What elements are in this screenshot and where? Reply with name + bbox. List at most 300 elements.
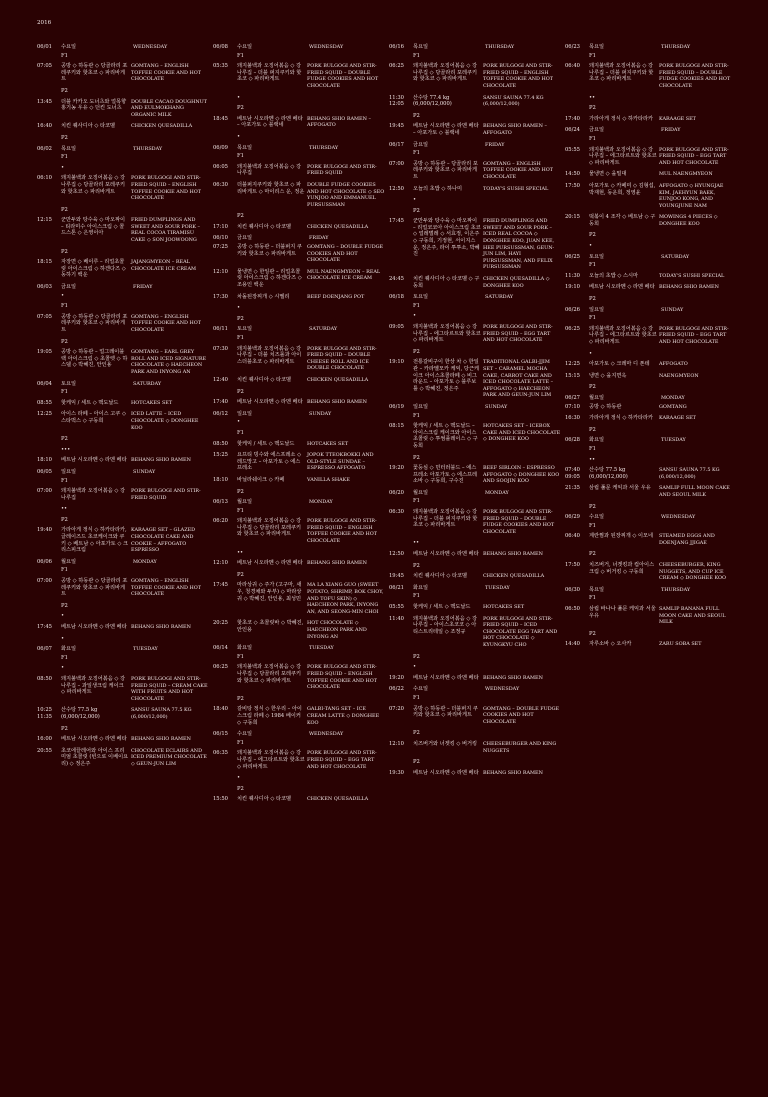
day-header	[389, 142, 561, 149]
entry-en: GOMTANG	[659, 403, 687, 410]
day-name-kr: 금요일	[589, 127, 605, 134]
entry-en: PORK BULGOGI AND STIR-FRIED SQUID	[307, 163, 377, 177]
section-marker: P2	[61, 338, 68, 345]
entry-time: 06:25	[213, 664, 228, 671]
section-marker: F1	[61, 477, 68, 484]
entry-kr: 치킨 퀘사디아 ◇ 타코벨	[61, 123, 116, 130]
log-entry	[213, 224, 385, 231]
day-date: 06/17	[389, 141, 404, 148]
log-entry	[213, 582, 385, 615]
entry-kr: 계란찜과 된장찌개 ◇ 이모네	[589, 533, 654, 540]
entry-time: 07:00	[37, 488, 52, 495]
log-entry	[565, 404, 737, 411]
entry-en: MUL NAENGMYEON	[659, 171, 713, 178]
section-marker: •	[61, 635, 65, 642]
entry-kr: 아이스 라떼 – 아이스 고쿠 ◇ 스타벅스 ◇ 구동희	[61, 411, 126, 424]
day-date: 06/04	[37, 380, 52, 387]
entry-time: 11:30 12:05	[389, 94, 404, 108]
section-marker: F1	[237, 653, 244, 660]
entry-kr: 치킨 퀘사디아 ◇ 타코벨	[237, 796, 292, 803]
entry-time: 07:05	[37, 313, 52, 320]
entry-kr: 핫초코 ◇ 초콜릿바 ◇ 박혜진, 안인용	[237, 620, 304, 633]
entry-kr: 치킨 퀘사디아 ◇ 타코벨	[413, 573, 468, 580]
entry-kr: 베트남 시오라멘 ◇ 라멘 베타	[413, 674, 479, 681]
entry-kr: 냉면 ◇ 을지면옥	[589, 372, 627, 379]
section-marker: •	[61, 613, 65, 620]
entry-time: 19:05	[37, 349, 52, 356]
log-entry	[213, 452, 385, 472]
day-name-kr: 수요일	[589, 514, 605, 521]
entry-time: 15:50	[213, 796, 228, 803]
log-entry	[565, 606, 737, 626]
log-entry	[565, 562, 737, 582]
entry-time: 20:25	[213, 620, 228, 627]
day-date: 06/01	[37, 44, 52, 50]
day-name-kr: 토요일	[589, 253, 605, 260]
entry-time: 11:30	[565, 272, 580, 279]
entry-time: 07:30	[213, 345, 228, 352]
section-marker: F1	[61, 389, 68, 396]
entry-en: BEHANG SHIO RAMEN	[131, 736, 191, 743]
day-date: 06/11	[213, 326, 228, 333]
entry-kr: 베트남 시오라멘 ◇ 라멘 베타	[237, 399, 303, 406]
entry-kr: 산수탕 77.5 kg (6,000/12,000)	[61, 707, 100, 720]
entry-time: 11:40	[389, 615, 404, 622]
day-name-en: WEDNESDAY	[485, 686, 520, 693]
entry-kr: 돼지불백과 오징어볶음 ◇ 강나루집 ◇ 당골라리 포레쿠키와 핫초코 ◇ 파리바게트	[237, 664, 302, 684]
entry-time: 06:40	[565, 533, 580, 540]
day-name-kr: 토요일	[413, 294, 429, 301]
section-marker: F1	[237, 335, 244, 341]
entry-time: 06:25	[565, 325, 580, 332]
log-entry	[213, 441, 385, 448]
day-name-kr: 일요일	[61, 468, 77, 475]
entry-kr: 돼지불백과 오징어볶음 ◇ 강나루집 ◇ 당골라리 포레쿠키와 핫초코 ◇ 파리바게트	[237, 518, 302, 538]
log-entry	[389, 551, 561, 558]
day-name-kr: 일요일	[237, 410, 253, 417]
entry-kr: 공방 ◇ 하동관 – 얼그레이블랙 아이스크림 ◇ 초콜렛 ◇ 하스델 ◇ 박혜진, 안인용	[61, 349, 128, 369]
day-name-kr: 월요일	[589, 394, 605, 401]
section-marker: F1	[61, 52, 68, 59]
day-name-kr: 목요일	[589, 44, 605, 50]
log-entry	[565, 284, 737, 291]
section-marker: P2	[589, 296, 596, 303]
log-entry	[37, 63, 209, 83]
entry-kr: 돼지불백과 오징어볶음 ◇ 강나루집 – 에그타르트와 핫초코 ◇ 파리바게트	[589, 146, 657, 166]
entry-kr: 돼지불백과 오징어볶음 ◇ 강나루집 – 에그타르트와 핫초코 ◇ 파리바게트	[413, 324, 481, 344]
entry-time: 19:10	[565, 284, 580, 291]
section-marker: F1	[237, 52, 244, 59]
log-entry	[565, 415, 737, 422]
day-header	[213, 499, 385, 506]
day-header	[213, 731, 385, 738]
entry-kr: 돼지불백과 오징어볶음 ◇ 강나루집 – 더블 퍼지쿠키와 핫초코 ◇ 파리바게트	[589, 63, 654, 83]
log-entry	[213, 750, 385, 770]
entry-kr: 치즈버거와 너겟킹 ◇ 버거킹	[413, 740, 478, 747]
day-header	[37, 646, 209, 653]
day-name-kr: 목요일	[61, 145, 77, 152]
day-date: 06/22	[389, 686, 404, 693]
entry-time: 07:25	[213, 244, 228, 251]
day-date: 06/27	[565, 394, 580, 401]
log-entry	[389, 359, 561, 399]
entry-kr: 돼지불백과 오징어볶음 ◇ 강나루집 – 더블 퍼지쿠키와 핫초코 ◇ 파리바게트	[413, 509, 478, 529]
log-entry	[565, 214, 737, 227]
entry-en: HOTCAKES SET – ICEBOX CAKE AND ICED CHOCOLATE ◇ DONGHEE KOO	[483, 423, 561, 443]
day-header	[37, 559, 209, 566]
entry-en: HOT CHOCOLATE ◇ HAECHEON PARK AND INYONG AN	[307, 620, 367, 640]
entry-time: 06:30	[389, 509, 404, 516]
section-marker: •	[61, 292, 65, 299]
log-entry	[37, 624, 209, 631]
entry-time: 08:50	[37, 675, 52, 682]
entry-kr: 갈비탕 정식 ◇ 한우리 – 아이스크림 라떼 ◇ 1984 베이커 ◇ 구동희	[237, 706, 302, 726]
section-marker: P2	[237, 388, 244, 395]
log-entry	[389, 324, 561, 344]
entry-en: PORK BULGOGI AND STIR-FRIED SQUID – CREAM CAKE WITH FRUITS AND HOT CHOCOLATE	[131, 675, 208, 702]
entry-en: KARAAGE SET – GLAZED CHOCOLATE CAKE AND COOKIE – AFFOGATO ESPRESSO	[131, 527, 196, 554]
entry-time: 12:10	[213, 560, 228, 567]
day-name-kr: 화요일	[237, 645, 253, 652]
section-marker: P2	[237, 785, 244, 792]
entry-kr: 아포가토 ◇ 크레마 디 폰테	[589, 361, 650, 368]
entry-kr: 더블 카카오 도너츠와 얼목향 홍기농 우유 ◇ 던킨 도너츠	[61, 98, 127, 112]
section-marker: F1	[61, 154, 68, 161]
section-marker: P2	[589, 551, 596, 558]
entry-en: GOMTANG – ENGLISH TOFFEE COOKIE AND HOT CHOCOLATE	[131, 578, 202, 598]
entry-en: BEEF SIRLOIN – ESPRESSO AFFOGATO ◇ DONGHEE KOO AND SOOJIN KOO	[483, 465, 560, 485]
section-marker: P2	[589, 426, 596, 433]
entry-en: JAJANGMYEON – REAL CHOCOLATE ICE CREAM	[131, 259, 196, 272]
log-entry	[565, 641, 737, 648]
entry-en: PORK BULGOGI AND STIR-FRIED SQUID – ENGLISH TOFFEE COOKIE AND HOT CHOCOLATE	[307, 664, 378, 691]
log-entry	[389, 465, 561, 485]
entry-kr: 베트남 시오라멘 ◇ 라멘 베타	[413, 551, 479, 558]
section-marker: P2	[413, 562, 420, 569]
log-entry	[37, 411, 209, 431]
entry-kr: 오늘의 초밥 ◇ 하나미	[413, 185, 463, 192]
day-name-en: SUNDAY	[485, 403, 508, 410]
section-marker: •	[237, 305, 241, 312]
entry-kr: 돼지불백과 오징어볶음 ◇ 강나루집	[237, 163, 302, 177]
entry-kr: 핫케익 / 세트 ◇ 맥도날드	[237, 440, 295, 447]
entry-kr: 치킨 퀘사디아 ◇ 타코벨 ◇ 구동희	[413, 276, 480, 289]
entry-en: STEAMED EGGS AND DOENJANG JJIGAE	[659, 533, 715, 546]
log-entry	[213, 560, 385, 567]
log-entry	[389, 573, 561, 580]
entry-kr: 떡볶이 4 조각 ◇ 베트남 ◇ 구동희	[589, 214, 656, 227]
section-marker: •	[413, 313, 417, 320]
log-entry	[213, 706, 385, 726]
entry-kr: 돼지불백과 오징어볶음 ◇ 강나루집 – 과일생크림 케이크 ◇ 파리바게트	[61, 675, 126, 696]
section-marker: •	[61, 164, 65, 171]
entry-en: CHEESEBURGER AND KING NUGGETS	[483, 740, 557, 754]
day-date: 06/16	[389, 44, 404, 50]
entry-time: 20:15	[565, 214, 580, 221]
entry-kr: 물냉면 ◇ 을밀대	[589, 171, 627, 178]
entry-en: CHICKEN QUESADILLA	[307, 223, 369, 230]
log-entry	[37, 123, 209, 130]
day-name-en: MONDAY	[485, 489, 509, 496]
log-entry	[565, 485, 737, 498]
entry-time: 18:15	[37, 259, 52, 266]
log-entry	[213, 377, 385, 384]
section-marker: F1	[61, 303, 68, 310]
log-entry	[213, 346, 385, 372]
day-date: 06/06	[37, 558, 52, 565]
entry-time: 19:40	[37, 527, 52, 534]
entry-en: GALBI-TANG SET – ICE CREAM LATTE ◇ DONGHEE KOO	[307, 706, 380, 726]
entry-en: PORK BULGOGI AND STIR-FRIED SQUID – DOUBLE CHEESE ROLL AND ICE DOUBLE CHOCOLATE	[307, 345, 377, 372]
entry-time: 12:50	[389, 551, 404, 558]
entry-time: 15:15	[565, 372, 580, 379]
section-marker: P2	[61, 87, 68, 94]
log-entry	[213, 664, 385, 690]
entry-en: BEHANG SHIO RAMEN – AFFOGATO	[307, 115, 371, 129]
day-name-kr: 목요일	[237, 144, 253, 151]
section-marker: •	[413, 197, 417, 204]
section-marker: P2	[413, 112, 420, 119]
log-entry	[37, 175, 209, 201]
log-entry	[213, 164, 385, 177]
entry-en: VANILLA SHAKE	[307, 476, 350, 483]
day-date: 06/09	[213, 144, 228, 151]
entry-en: SAMLIP FULL MOON CAKE AND SEOUL MILK	[659, 485, 730, 498]
day-header	[565, 254, 737, 261]
entry-kr: 공방 ◇ 하동관 ◇ 당골라리 포레쿠키와 핫초코 ◇ 파리바게트	[61, 313, 128, 333]
day-header	[389, 44, 561, 51]
entry-kr: 돼지불백과 오징어볶음 ◇ 강나루집 – 더블 퍼지쿠키와 핫초코 ◇ 파리바게트	[237, 63, 302, 83]
entry-time: 08:50	[213, 440, 228, 447]
day-name-kr: 일요일	[413, 403, 429, 410]
entry-kr: 자장면 ◇ 베이루 – 리얼초콜릿 아이스크림 ◇ 하겐다즈 ◇ 동하기 백운	[61, 259, 126, 279]
entry-time: 15:25	[213, 452, 228, 459]
section-marker: P2	[237, 105, 244, 112]
day-date: 06/26	[565, 306, 580, 313]
day-header	[37, 44, 209, 51]
day-date: 06/13	[213, 499, 228, 506]
entry-kr: 베트남 시오라멘 ◇ 라멘 베타 – 아포가토 ◇ 블랙네	[237, 115, 303, 129]
day-name-en: TUESDAY	[133, 646, 158, 653]
entry-en: GOMTANG – DOUBLE FUDGE COOKIES AND HOT CHOCOLATE	[483, 705, 560, 725]
entry-time: 13:45	[37, 98, 52, 105]
entry-kr: 베트남 시오라멘 ◇ 라멘 베타	[413, 769, 479, 776]
log-entry	[389, 161, 561, 181]
entry-time: 19:45	[389, 573, 404, 580]
day-header	[389, 490, 561, 497]
entry-time: 05:55	[389, 604, 404, 610]
entry-en: CHICKEN QUESADILLA ◇ DONGHEE KOO	[483, 276, 550, 289]
entry-kr: 핫케익 / 세트 ◇ 맥도날드	[413, 604, 471, 610]
entry-time: 06:20	[213, 518, 228, 525]
entry-time: 07:00	[37, 578, 52, 585]
entry-en: SANSU SAUNA 77.5 KG (6,000/12,000)	[659, 467, 720, 480]
entry-kr: 바닐라쉐이크 ◇ 카페	[237, 476, 285, 483]
day-name-kr: 수요일	[413, 686, 429, 693]
entry-kr: 군만두와 탕수육 ◇ 마오짜이 – 리얼코코아 아이스크림 초코 ◇ 얼레벌레 ◇ 서효정, 이은주 ◇ 구동희, 기정현, 서이지스운, 정은주, 라이 투투소, 박혜진	[413, 218, 481, 258]
day-name-kr: 수요일	[61, 44, 77, 50]
entry-kr: 공방 ◇ 하동관 – 더블퍼지 쿠키와 핫초코 ◇ 파리바게트	[413, 705, 478, 719]
day-name-en: FRIDAY	[485, 141, 505, 148]
log-entry	[389, 509, 561, 535]
entry-time: 12:10	[389, 740, 404, 747]
day-name-kr: 수요일	[237, 731, 253, 738]
entry-time: 19:20	[389, 674, 404, 681]
day-name-en: FRIDAY	[309, 235, 329, 242]
section-marker: P2	[61, 725, 68, 732]
log-entry	[37, 707, 209, 720]
entry-en: ZARU SOBA SET	[659, 641, 702, 648]
entry-time: 16:30	[565, 415, 580, 422]
section-marker: F1	[237, 739, 244, 746]
day-name-en: THURSDAY	[485, 44, 515, 50]
entry-en: CHICKEN QUESADILLA	[131, 123, 193, 130]
log-entry	[37, 400, 209, 407]
day-date: 06/24	[565, 127, 580, 134]
entry-time: 17:50	[565, 182, 580, 189]
log-entry	[37, 748, 209, 768]
entry-time: 18:45	[213, 115, 228, 122]
entry-en: BEHANG SHIO RAMEN – AFFOGATO	[483, 123, 547, 136]
entry-time: 12:25	[37, 411, 52, 418]
entry-en: BEHANG SHIO RAMEN	[483, 551, 543, 558]
section-marker: •••	[61, 446, 71, 453]
column-4	[565, 44, 737, 653]
entry-kr: 산수탕 77.4 kg (6,000/12,000)	[413, 94, 452, 108]
entry-en: DOUBLE CACAO DOUGHNUT AND EULMOKHANG ORGANIC MILK	[131, 98, 208, 118]
day-name-en: MONDAY	[309, 499, 333, 506]
day-name-en: FRIDAY	[661, 127, 681, 134]
log-entry	[213, 269, 385, 289]
log-entry	[389, 423, 561, 449]
day-name-en: SATURDAY	[661, 253, 690, 260]
log-entry	[389, 276, 561, 289]
entry-en: BEHANG SHIO RAMEN	[307, 399, 367, 406]
day-header	[37, 469, 209, 476]
day-date: 06/29	[565, 514, 580, 521]
entry-en: GOMTANG – EARL GREY ROLL AND ICED SIGNATURE CHOCOLATE ◇ HAECHEON PARK AND INYONG AN	[131, 349, 207, 375]
log-entry	[389, 706, 561, 726]
day-date: 06/07	[37, 646, 52, 653]
day-header	[565, 587, 737, 594]
day-date: 06/08	[213, 44, 228, 50]
log-entry	[213, 796, 385, 803]
entry-en: FRIED DUMPLINGS AND SWEET AND SOUR PORK – REAL COCOA TIRAMISU CAKE ◇ SON JOOWOONG	[131, 217, 200, 244]
entry-time: 07:10	[565, 403, 580, 410]
day-header	[389, 404, 561, 411]
entry-time: 21:35	[565, 485, 580, 492]
entry-kr: 핫케익 / 세트 ◇ 맥도날드 – 아이스크림 케이크와 아이스 초콜릿 ◇ 투썸플레이스 ◇ 구동희	[413, 423, 478, 449]
entry-kr: 공방 ◇ 하동관	[589, 403, 622, 410]
entry-time: 17:40	[565, 115, 580, 122]
day-name-kr: 화요일	[61, 646, 77, 653]
day-name-kr: 금요일	[413, 141, 429, 148]
log-entry	[389, 741, 561, 754]
log-entry	[37, 676, 209, 702]
entry-en: SAMLIP BANANA FULL MOON CAKE AND SEOUL MILK	[659, 606, 726, 626]
entry-time: 06:35	[213, 750, 228, 757]
entry-kr: 공방 ◇ 하동관 ◇ 당골라리 포레쿠키와 핫초코 ◇ 파리바게트	[61, 63, 128, 83]
entry-kr: 아포가토 ◇ 카페미 ◇ 김형섭, 박재현, 동운희, 정영윤	[589, 182, 656, 196]
log-entry	[389, 616, 561, 649]
day-name-en: FRIDAY	[133, 284, 153, 291]
day-header	[565, 44, 737, 51]
day-name-en: WEDNESDAY	[133, 44, 168, 50]
day-header	[389, 585, 561, 592]
section-marker: F1	[413, 52, 420, 59]
entry-en: MOWINGS 4 PIECES ◇ DONGHEE KOO	[659, 214, 718, 227]
section-marker: F1	[61, 654, 68, 661]
entry-en: KARAAGE SET	[659, 415, 696, 422]
entry-kr: 돼지불백과 오징어볶음 ◇ 강나루집 – 에그타르트와 핫초코 ◇ 파리바게트	[589, 325, 657, 345]
entry-time: 08:55	[37, 399, 52, 406]
entry-en: PORK BULGOGI AND STIR-FRIED SQUID – ENGLISH TOFFEE COOKIE AND HOT CHOCOLATE	[483, 63, 554, 89]
entry-en: PORK BULGOGI AND STIR-FRIED SQUID	[131, 488, 201, 501]
log-entry	[389, 186, 561, 193]
entry-kr: 베트남 시오라멘 ◇ 라멘 베타	[237, 560, 303, 567]
entry-time: 17:30	[213, 293, 228, 300]
day-name-en: WEDNESDAY	[309, 44, 344, 50]
entry-time: 06:50	[565, 606, 580, 613]
log-entry	[213, 294, 385, 301]
entry-en: TODAY'S SUSHI SPECIAL	[659, 272, 725, 279]
log-entry	[565, 373, 737, 380]
entry-en: PORK BULGOGI AND STIR-FRIED SQUID – ENGLISH TOFFEE COOKIE AND HOT CHOCOLATE	[307, 518, 378, 545]
section-marker: ••	[237, 549, 244, 556]
log-entry	[213, 116, 385, 129]
log-entry	[213, 399, 385, 406]
entry-kr: 공방 ◇ 하동관 – 더블퍼지 쿠키와 핫초코 ◇ 파리바게트	[237, 244, 302, 257]
section-marker: ••	[61, 506, 68, 513]
entry-en: PORK BULGOGI AND STIR-FRIED SQUID – EGG TART AND HOT CHOCOLATE	[659, 146, 729, 166]
log-entry	[565, 116, 737, 123]
day-header	[565, 395, 737, 402]
entry-time: 16:00	[37, 736, 52, 743]
log-entry	[213, 244, 385, 264]
entry-en: FRIED DUMPLINGS AND SWEET AND SOUR PORK – ICED REAL COCOA ◇ DONGHEE KOO, JUAN KEE, HEE PURSUSSMAN, GEUN-JUN LIM, HAYI PURSUSSMAN, AND FELIX PURSUSSMAN	[483, 218, 555, 271]
entry-en: GOMTANG – DOUBLE FUDGE COOKIES AND HOT CHOCOLATE	[307, 244, 384, 264]
entry-kr: 가라아게 정식 ◇ 하카타라카	[589, 415, 654, 422]
entry-kr: 오늘의 초밥 ◇ 스시마	[589, 272, 639, 279]
entry-time: 19:10	[389, 359, 404, 366]
day-name-en: TUESDAY	[485, 584, 510, 591]
section-marker: P2	[589, 503, 596, 510]
day-header	[213, 145, 385, 152]
entry-en: MUL NAENGMYEON – REAL CHOCOLATE ICE CREAM	[307, 268, 381, 282]
entry-time: 06:10	[37, 175, 52, 182]
entry-en: TODAY'S SUSHI SPECIAL	[483, 185, 549, 192]
entry-kr: 베트남 시오라멘 ◇ 라멘 베타 – 아포가토 ◇ 블랙네	[413, 123, 479, 136]
day-header	[213, 326, 385, 333]
entry-en: CHOCOLATE ECLAIRS AND ICED PREMIUM CHOCOLATE ◇ GEUN-JUN LIM	[131, 747, 207, 767]
entry-kr: 차돌된장찌개 ◇ 시멜리	[237, 293, 290, 300]
day-name-en: TUESDAY	[309, 645, 334, 652]
day-header	[565, 514, 737, 521]
day-name-kr: 수요일	[237, 44, 253, 50]
section-marker: P2	[589, 105, 596, 112]
log-entry	[565, 63, 737, 89]
entry-en: PORK BULGOGI AND STIR-FRIED SQUID – ENGLISH TOFFEE COOKIE AND HOT CHOCOLATE	[131, 175, 202, 202]
log-entry	[565, 183, 737, 209]
day-name-kr: 금요일	[237, 235, 253, 242]
section-marker: F1	[589, 522, 596, 529]
entry-time: 16:40	[37, 123, 52, 130]
entry-kr: 꽃등심 ◇ 민터러블드 – 에스프레소 아포가토 ◇ 에스프레소바 ◇ 구동희, 구수진	[413, 465, 478, 485]
log-entry	[565, 326, 737, 346]
section-marker: P2	[237, 571, 244, 578]
entry-en: SANSU SAUNA 77.5 KG (6,000/12,000)	[131, 707, 192, 720]
entry-en: BEHANG SHIO RAMEN	[131, 624, 191, 630]
